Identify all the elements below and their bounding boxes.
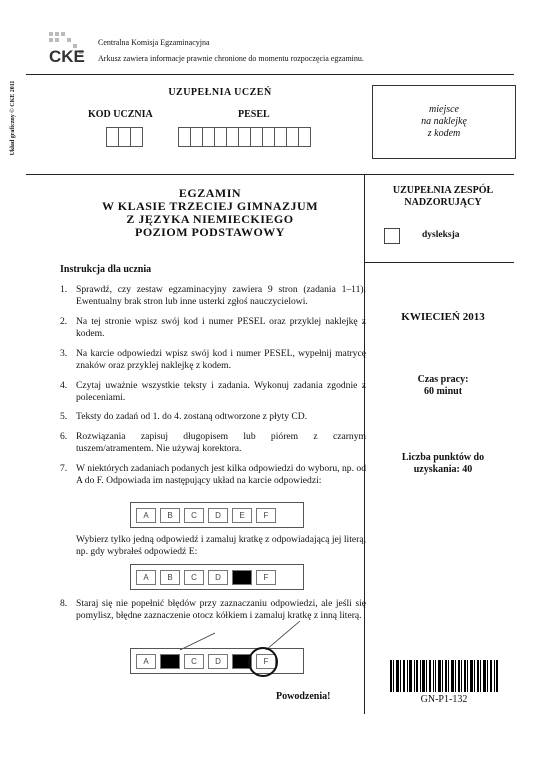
sheet-code: GN-P1-132 (420, 694, 468, 705)
exam-title-4: POZIOM PODSTAWOWY (135, 225, 285, 239)
instruction-8: 8. Staraj się nie popełnić błędów przy zaznaczaniu odpowiedzi, ale jeśli się pomylisz, błędne zaznaczenie otocz kółkiem i zamaluj kratkę z inną literą. (60, 598, 366, 621)
instruction-4: 4. Czytaj uważnie wszystkie teksty i zadania. Wykonuj zadania zgodnie z poleceniami. (60, 380, 366, 403)
letter-box: A (136, 570, 156, 585)
instruction-1: 1. Sprawdź, czy zestaw egzaminacyjny zawiera 9 stron (zadania 1–11). Ewentualny brak stron lub inne usterki zgłoś nauczycielowi. (60, 284, 366, 307)
letter-box-circled: E (232, 654, 252, 669)
letter-box: A (136, 654, 156, 669)
letter-box: F (256, 570, 276, 585)
instruction-7: 7. W niektórych zadaniach podanych jest kilka odpowiedzi do wyboru, np. od A do F. Odpowiada im następujący układ na karcie odpowiedzi: (60, 463, 366, 486)
instructions-heading: Instrukcja dla ucznia (60, 264, 152, 275)
time-value: 60 minut (423, 386, 463, 397)
student-heading: UZUPEŁNIA UCZEŃ (168, 87, 272, 98)
good-luck: Powodzenia! (276, 691, 331, 702)
points-label: Liczba punktów do uzyskania: 40 (401, 452, 485, 475)
letter-box: C (184, 508, 204, 523)
exam-title-2: W KLASIE TRZECIEJ GIMNAZJUM (101, 199, 319, 213)
institution-name: Centralna Komisja Egzaminacyjna (98, 38, 210, 47)
exam-title-3: Z JĘZYKA NIEMIECKIEGO (126, 212, 294, 226)
board-heading: UZUPEŁNIA ZESPÓŁ NADZORUJĄCY (392, 185, 494, 208)
dyslexia-label: dysleksja (422, 230, 460, 240)
svg-text:CKE: CKE (49, 47, 85, 66)
instruction-5: 5. Teksty do zadań od 1. do 4. zostaną odtworzone z płyty CD. (60, 411, 308, 422)
side-copyright: Układ graficzny © CKE 2011 (10, 80, 16, 156)
time-label: Czas pracy: (417, 374, 469, 385)
letter-box-filled: E (232, 570, 252, 585)
sticker-placeholder: miejsce na naklejkę z kodem (372, 85, 516, 159)
letter-box: D (208, 654, 228, 669)
choose-instruction: Wybierz tylko jedną odpowiedź i zamaluj kratkę z odpowiadającą jej literą, np. gdy wybrałeś odpowiedź E: (76, 534, 366, 557)
pesel-label: PESEL (238, 109, 270, 120)
correction-circle (248, 647, 278, 677)
letter-box: B (160, 508, 180, 523)
letter-box: F (256, 654, 276, 669)
code-label: KOD UCZNIA (88, 109, 153, 120)
letter-box: A (136, 508, 156, 523)
instruction-2: 2. Na tej stronie wpisz swój kod i numer PESEL oraz przyklej naklejkę z kodem. (60, 316, 366, 339)
barcode (390, 660, 498, 692)
letter-box: E (232, 508, 252, 523)
letter-box: D (208, 570, 228, 585)
instruction-3: 3. Na karcie odpowiedzi wpisz swój kod i numer PESEL, wypełnij matrycę znaków oraz przyklej naklejkę z kodem. (60, 348, 366, 371)
letter-box: B (160, 570, 180, 585)
letter-box: C (184, 570, 204, 585)
letter-box: C (184, 654, 204, 669)
letter-box: D (208, 508, 228, 523)
protected-notice: Arkusz zawiera informacje prawnie chronione do momentu rozpoczęcia egzaminu. (98, 54, 364, 63)
instruction-6: 6. Rozwiązania zapisuj długopisem lub piórem z czarnym tuszem/atramentem. Nie używaj korektora. (60, 431, 366, 454)
letter-box-filled: B (160, 654, 180, 669)
exam-title-1: EGZAMIN (178, 186, 242, 200)
exam-date: KWIECIEŃ 2013 (401, 311, 485, 323)
letter-box: F (256, 508, 276, 523)
